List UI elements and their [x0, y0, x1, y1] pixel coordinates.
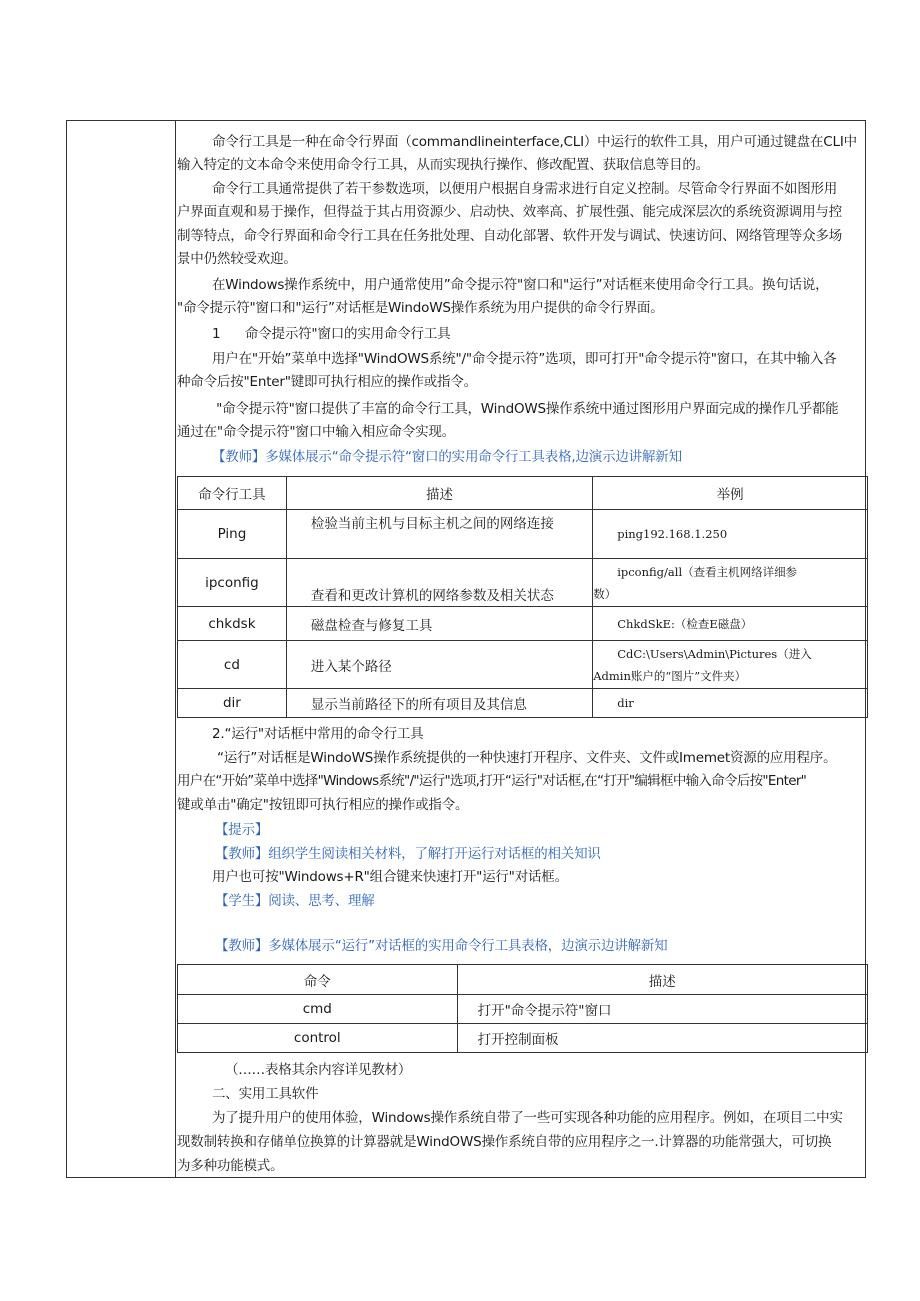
run-commands-table: [177, 964, 868, 1053]
section-heading: 2.“运行"对话框中常用的命令行工具: [212, 726, 424, 742]
student-note: 【学生】阅读、思考、理解: [215, 893, 375, 909]
teacher-note: 【教师】多媒体展示“运行”对话框的实用命令行工具表格，边演示边讲解新知: [215, 938, 668, 954]
tool-description: 进入某个路径: [286, 641, 592, 689]
paragraph: 通过在"命令提示符"窗口中输入相应命令实现。: [177, 424, 456, 440]
tool-description: 查看和更改计算机的网络参数及相关状态: [286, 559, 592, 607]
table-header: 举例: [593, 477, 868, 510]
tool-example: [593, 559, 868, 607]
content-column: [177, 121, 865, 1177]
tool-name: ipconfig: [178, 559, 287, 607]
table-row: [178, 1024, 868, 1053]
tool-example: ChkdSkE:（检查E磁盘）: [593, 607, 868, 641]
paragraph: 为多种功能模式。: [177, 1158, 284, 1174]
left-column: [67, 121, 176, 1177]
paragraph: 命令行工具通常提供了若干参数选项，以便用户根据自身需求进行自定义控制。尽管命令行界面不如图形用: [212, 181, 838, 197]
paragraph: 制等特点，命令行界面和命令行工具在任务批处理、自动化部署、软件开发与调试、快速访问、网络管理等众多场: [177, 228, 842, 244]
paragraph: 用户在“开始”菜单中选择"Windows系统"/"运行"选项,打开“运行"对话框,在“打开"编辑框中输入命令后按"Enter": [177, 773, 807, 789]
tip-label: 【提示】: [215, 822, 269, 838]
teacher-note: 【教师】多媒体展示“命令提示符“窗口的实用命令行工具表格,边演示边讲解新知: [212, 449, 682, 465]
paragraph: "命令提示符"窗口和"运行”对话框是WindoWS操作系统为用户提供的命令行界面。: [177, 300, 664, 316]
tool-description: 磁盘检查与修复工具: [286, 607, 592, 641]
paragraph: 为了提升用户的使用体验，Windows操作系统自带了一些可实现各种功能的应用程序。例如，在项目二中实: [212, 1110, 843, 1126]
table-header: 命令: [178, 965, 458, 995]
tool-example: [593, 641, 868, 689]
example-line: Admin账户的“图片”文件夹）: [593, 668, 747, 683]
paragraph: 户界面直观和易于操作，但得益于其占用资源少、启动快、效率高、扩展性强、能完成深层次的系统资源调用与控: [177, 204, 842, 220]
command-description: 打开控制面板: [457, 1024, 867, 1053]
paragraph: “运行”对话框是WindoWS操作系统提供的一种快速打开程序、文件夹、文件或Imemet资源的应用程序。: [217, 750, 837, 766]
table-row: [178, 559, 868, 607]
tool-description: 检验当前主机与目标主机之间的网络连接: [286, 510, 592, 559]
tool-name: chkdsk: [178, 607, 287, 641]
example-line: CdC:\Users\Admin\Pictures（进入: [617, 646, 812, 661]
command-tools-table: [177, 476, 868, 718]
paragraph: "命令提示符"窗口提供了丰富的命令行工具，WindOWS操作系统中通过图形用户界面完成的操作几乎都能: [212, 401, 839, 417]
paragraph: 种命令后按"Enter"键即可执行相应的操作或指令。: [177, 374, 477, 390]
tool-name: dir: [178, 689, 287, 718]
table-header: 命令行工具: [178, 477, 287, 510]
table-header-row: [178, 965, 868, 995]
table-row: [178, 510, 868, 559]
tool-name: cd: [178, 641, 287, 689]
paragraph: 命令行工具是一种在命令行界面（commandlineinterface,CLI）中运行的软件工具，用户可通过键盘在CLI中: [212, 134, 857, 150]
teacher-note: 【教师】组织学生阅读相关材料，了解打开运行对话框的相关知识: [215, 846, 601, 862]
command-name: cmd: [178, 995, 458, 1024]
table-row: [178, 995, 868, 1024]
table-header-row: [178, 477, 868, 510]
paragraph: 用户在"开始”菜单中选择"WindOWS系统"/"命令提示符”选项，即可打开"命令提示符"窗口，在其中输入各: [212, 351, 837, 367]
table-row: [178, 689, 868, 718]
paragraph: 现数制转换和存储单位换算的计算器就是WindOWS操作系统自带的应用程序之一.计算器的功能常强大，可切换: [177, 1134, 832, 1150]
command-name: control: [178, 1024, 458, 1053]
paragraph: 输入特定的文本命令来使用命令行工具，从而实现执行操作、修改配置、获取信息等目的。: [177, 157, 709, 173]
table-row: [178, 641, 868, 689]
paragraph: 在Windows操作系统中，用户通常使用”命令提示符"窗口和"运行”对话框来使用命令行工具。换句话说，: [212, 277, 829, 293]
note-text: （……表格其余内容详见教材）: [225, 1062, 412, 1078]
section-heading: 1 命令提示符"窗口的实用命令行工具: [212, 326, 451, 342]
table-row: [178, 607, 868, 641]
paragraph: 景中仍然较受欢迎。: [177, 251, 297, 267]
example-line: 数）: [593, 586, 617, 601]
tool-description: 显示当前路径下的所有项目及其信息: [286, 689, 592, 718]
tool-example: ping192.168.1.250: [593, 510, 868, 559]
tool-name: Ping: [178, 510, 287, 559]
tool-example: dir: [593, 689, 868, 718]
table-header: 描述: [457, 965, 867, 995]
command-description: 打开"命令提示符"窗口: [457, 995, 867, 1024]
example-line: ipconfig/all（查看主机网络详细参: [617, 564, 798, 579]
paragraph: 键或单击"确定"按钮即可执行相应的操作或指令。: [177, 797, 469, 813]
table-header: 描述: [286, 477, 592, 510]
section-heading: 二、实用工具软件: [212, 1086, 319, 1102]
lesson-frame: [66, 120, 866, 1178]
paragraph: 用户也可按"Windows+R"组合键来快速打开"运行"对话框。: [212, 869, 568, 885]
